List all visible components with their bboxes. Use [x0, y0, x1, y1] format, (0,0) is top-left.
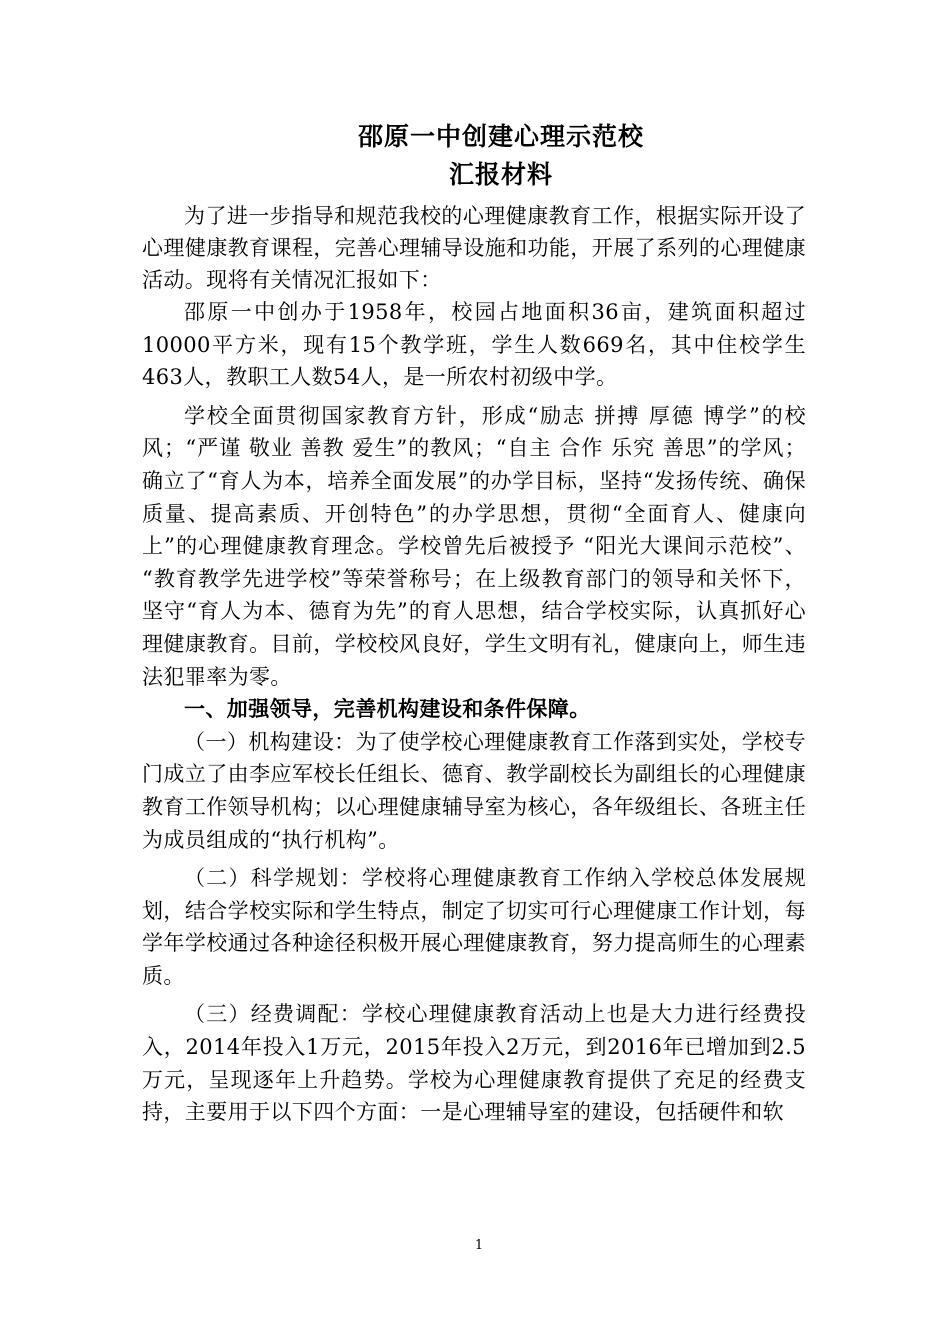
planning-paragraph: （二）科学规划：学校将心理健康教育工作纳入学校总体发展规划，结合学校实际和学生特点，制定了切实可行心理健康工作计划，每学年学校通过各种途径积极开展心理健康教育，努力提高师生的心理素质。 — [142, 866, 806, 988]
section-heading: 一、加强领导，完善机构建设和条件保障。 — [184, 697, 591, 722]
page-number: 1 — [474, 1238, 484, 1253]
document-subtitle: 汇报材料 — [448, 160, 553, 189]
organization-paragraph: （一）机构建设：为了使学校心理健康教育工作落到实处，学校专门成立了由李应军校长任组长、德育、教学副校长为副组长的心理健康教育工作领导机构；以心理健康辅导室为核心，各年级组长、各班主任为成员组成的“执行机构”。 — [142, 729, 806, 852]
document-body — [142, 200, 806, 1129]
funding-paragraph: （三）经费调配：学校心理健康教育活动上也是大力进行经费投入，2014年投入1万元，2015年投入2万元，到2016年已增加到2.5万元，呈现逐年上升趋势。学校为心理健康教育提供了充足的经费支持，主要用于以下四个方面：一是心理辅导室的建设，包括硬件和软 — [142, 1002, 806, 1125]
school-overview-paragraph: 邵原一中创办于1958年，校园占地面积36亩，建筑面积超过10000平方米，现有15个教学班，学生人数669名，其中住校学生463人，教职工人数54人，是一所农村初级中学。 — [142, 300, 806, 390]
document-title: 邵原一中创建心理示范校 — [357, 122, 644, 151]
school-philosophy-paragraph: 学校全面贯彻国家教育方针，形成“励志 拼搏 厚德 博学”的校风；“严谨 敬业 善教 爱生”的教风；“自主 合作 乐究 善思”的学风；确立了“育人为本，培养全面发展”的办学目标，坚持“发扬传统、确保质量、提高素质、开创特色”的办学思想，贯彻“全面育人、健康向上”的心理健康教育理念。学校曾先后被授予 “阳光大课间示范校”、 “教育教学先进学校”等荣誉称号；在上级教育部门的领导和关怀下，坚守“育人为本、德育为先”的育人思想，结合学校实际，认真抓好心理健康教育。目前，学校校风良好，学生文明有礼，健康向上，师生违法犯罪率为零。 — [142, 403, 806, 689]
intro-paragraph: 为了进一步指导和规范我校的心理健康教育工作，根据实际开设了心理健康教育课程，完善心理辅导设施和功能，开展了系列的心理健康活动。现将有关情况汇报如下： — [142, 204, 806, 292]
